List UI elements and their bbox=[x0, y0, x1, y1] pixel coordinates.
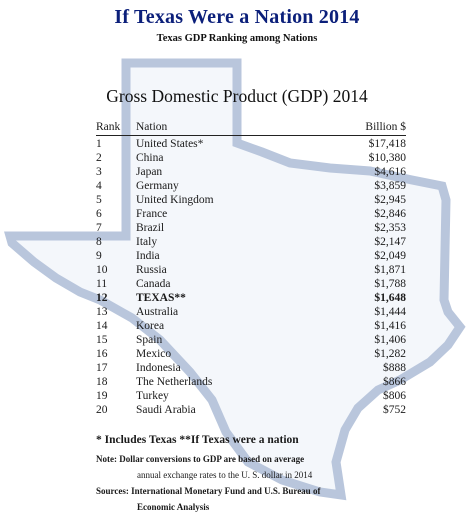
gdp-ranking-table bbox=[96, 121, 406, 417]
gdp-cell: $2,049 bbox=[374, 249, 406, 262]
table-row bbox=[96, 207, 406, 221]
gdp-cell: $10,380 bbox=[368, 151, 406, 164]
table-heading: Gross Domestic Product (GDP) 2014 bbox=[106, 86, 368, 106]
rank-cell: 5 bbox=[96, 193, 102, 206]
table-body bbox=[96, 137, 406, 418]
gdp-cell: $1,788 bbox=[374, 277, 406, 290]
rank-cell: 13 bbox=[96, 306, 108, 319]
table-row bbox=[96, 403, 406, 417]
rank-cell: 14 bbox=[96, 320, 108, 333]
nation-cell: Turkey bbox=[136, 390, 169, 403]
gdp-cell: $1,871 bbox=[374, 263, 406, 276]
footnote-includes: * Includes Texas **If Texas were a nation bbox=[96, 434, 299, 446]
footnote-sources-line2: Economic Analysis bbox=[137, 502, 210, 512]
nation-cell: Mexico bbox=[136, 348, 172, 361]
nation-cell: Canada bbox=[136, 277, 171, 290]
table-row bbox=[96, 151, 406, 165]
table-header-row bbox=[96, 121, 406, 136]
nation-cell: Australia bbox=[136, 306, 179, 319]
table-row bbox=[96, 389, 406, 403]
nation-cell: Brazil bbox=[136, 221, 165, 234]
rank-cell: 4 bbox=[96, 179, 102, 192]
rank-cell: 9 bbox=[96, 249, 102, 262]
table-row bbox=[96, 277, 406, 291]
nation-cell: Korea bbox=[136, 320, 165, 333]
gdp-cell: $1,444 bbox=[374, 306, 406, 319]
rank-cell: 10 bbox=[96, 263, 108, 276]
gdp-cell: $806 bbox=[383, 390, 406, 403]
rank-cell: 6 bbox=[96, 207, 102, 220]
rank-cell: 7 bbox=[96, 221, 102, 234]
gdp-cell: $2,147 bbox=[374, 235, 406, 248]
table-row bbox=[96, 347, 406, 361]
rank-cell: 16 bbox=[96, 348, 108, 361]
table-row bbox=[96, 319, 406, 333]
rank-cell: 17 bbox=[96, 362, 108, 375]
table-row bbox=[96, 263, 406, 277]
gdp-cell: $866 bbox=[383, 376, 406, 389]
page-title: If Texas Were a Nation 2014 bbox=[114, 6, 360, 28]
page-subtitle: Texas GDP Ranking among Nations bbox=[156, 33, 318, 44]
column-header-nation: Nation bbox=[136, 121, 168, 133]
gdp-cell: $17,418 bbox=[368, 137, 406, 150]
nation-cell: India bbox=[136, 249, 160, 262]
table-row bbox=[96, 193, 406, 207]
nation-cell: United Kingdom bbox=[136, 193, 214, 206]
rank-cell: 1 bbox=[96, 137, 102, 150]
rank-cell: 20 bbox=[96, 404, 108, 417]
rank-cell: 2 bbox=[96, 151, 102, 164]
gdp-cell: $1,406 bbox=[374, 334, 406, 347]
column-header-gdp: Billion $ bbox=[365, 121, 406, 133]
nation-cell: France bbox=[136, 207, 168, 220]
gdp-cell: $2,846 bbox=[374, 207, 406, 220]
table-row bbox=[96, 179, 406, 193]
rank-cell: 15 bbox=[96, 334, 108, 347]
nation-cell: Japan bbox=[136, 165, 163, 178]
nation-cell: United States* bbox=[136, 137, 204, 150]
gdp-cell: $2,945 bbox=[374, 193, 406, 206]
nation-cell: China bbox=[136, 151, 164, 164]
table-row bbox=[96, 361, 406, 375]
gdp-cell: $888 bbox=[383, 362, 406, 375]
rank-cell: 19 bbox=[96, 390, 108, 403]
nation-cell: The Netherlands bbox=[136, 376, 213, 389]
table-row bbox=[96, 305, 406, 319]
table-row bbox=[96, 165, 406, 179]
table-row bbox=[96, 375, 406, 389]
table-row bbox=[96, 249, 406, 263]
nation-cell: Russia bbox=[136, 263, 167, 276]
table-row bbox=[96, 291, 406, 305]
rank-cell: 18 bbox=[96, 376, 108, 389]
rank-cell: 12 bbox=[96, 292, 108, 305]
gdp-cell: $2,353 bbox=[374, 221, 406, 234]
footnote-note-line1: Note: Dollar conversions to GDP are based on average bbox=[96, 454, 305, 464]
nation-cell: TEXAS** bbox=[136, 292, 186, 305]
rank-cell: 3 bbox=[96, 165, 102, 178]
table-row bbox=[96, 221, 406, 235]
gdp-cell: $1,282 bbox=[374, 348, 406, 361]
nation-cell: Spain bbox=[136, 334, 163, 347]
nation-cell: Indonesia bbox=[136, 362, 181, 375]
gdp-cell: $752 bbox=[383, 404, 406, 417]
rank-cell: 11 bbox=[96, 277, 108, 290]
gdp-cell: $4,616 bbox=[374, 165, 406, 178]
nation-cell: Italy bbox=[136, 235, 158, 248]
rank-cell: 8 bbox=[96, 235, 102, 248]
table-row bbox=[96, 137, 406, 151]
gdp-cell: $3,859 bbox=[374, 179, 406, 192]
gdp-cell: $1,648 bbox=[374, 292, 406, 305]
nation-cell: Germany bbox=[136, 179, 179, 192]
footnote-note-line2: annual exchange rates to the U. S. dollar in 2014 bbox=[137, 470, 313, 480]
footnote-sources-line1: Sources: International Monetary Fund and U.S. Bureau of bbox=[96, 486, 321, 496]
gdp-cell: $1,416 bbox=[374, 320, 406, 333]
table-row bbox=[96, 333, 406, 347]
column-header-rank: Rank bbox=[96, 121, 121, 133]
table-row bbox=[96, 235, 406, 249]
nation-cell: Saudi Arabia bbox=[136, 404, 196, 417]
